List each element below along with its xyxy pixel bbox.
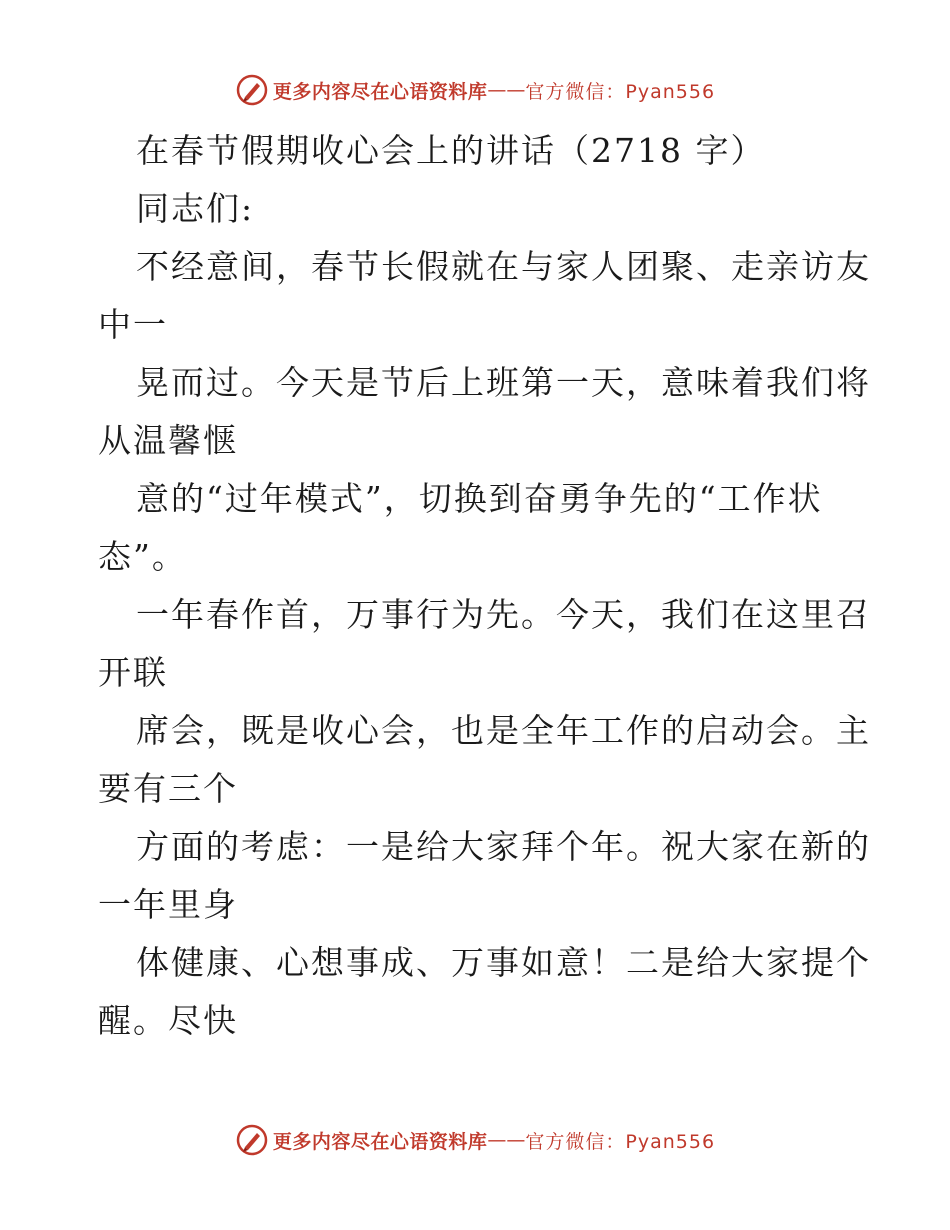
banner-contact: 官方微信：Pyan556 <box>525 80 716 103</box>
salutation: 同志们: <box>136 189 255 228</box>
banner-contact: 官方微信：Pyan556 <box>525 1130 716 1153</box>
text-line: 要有三个 <box>98 769 238 808</box>
text-line: 晃而过。今天是节后上班第一天，意味着我们将 <box>136 363 871 402</box>
document-title: 在春节假期收心会上的讲话（2718 字） <box>136 131 766 170</box>
text-line: 体健康、心想事成、万事如意！二是给大家提个 <box>136 943 871 982</box>
document-body <box>98 122 871 1050</box>
text-line: 从温馨惬 <box>98 421 238 460</box>
footer-banner <box>0 1120 950 1160</box>
text-line: 醒。尽快 <box>98 1001 238 1040</box>
text-line: 态”。 <box>98 537 187 576</box>
text-line: 不经意间，春节长假就在与家人团聚、走亲访友 <box>136 247 871 286</box>
text-line: 开联 <box>98 653 168 692</box>
banner-separator: —— <box>487 79 526 101</box>
banner-brand: 更多内容尽在心语资料库 <box>272 1130 488 1153</box>
text-line: 席会，既是收心会，也是全年工作的启动会。主 <box>136 711 871 750</box>
text-line: 方面的考虑：一是给大家拜个年。祝大家在新的 <box>136 827 871 866</box>
text-line: 中一 <box>98 305 168 344</box>
text-line: 一年春作首，万事行为先。今天，我们在这里召 <box>136 595 871 634</box>
banner-brand: 更多内容尽在心语资料库 <box>272 80 488 103</box>
pen-logo-icon <box>235 1123 269 1157</box>
banner-separator: —— <box>487 1129 526 1151</box>
text-line: 意的“过年模式”，切换到奋勇争先的“工作状 <box>136 479 823 518</box>
header-banner <box>0 70 950 110</box>
text-line: 一年里身 <box>98 885 238 924</box>
pen-logo-icon <box>235 73 269 107</box>
